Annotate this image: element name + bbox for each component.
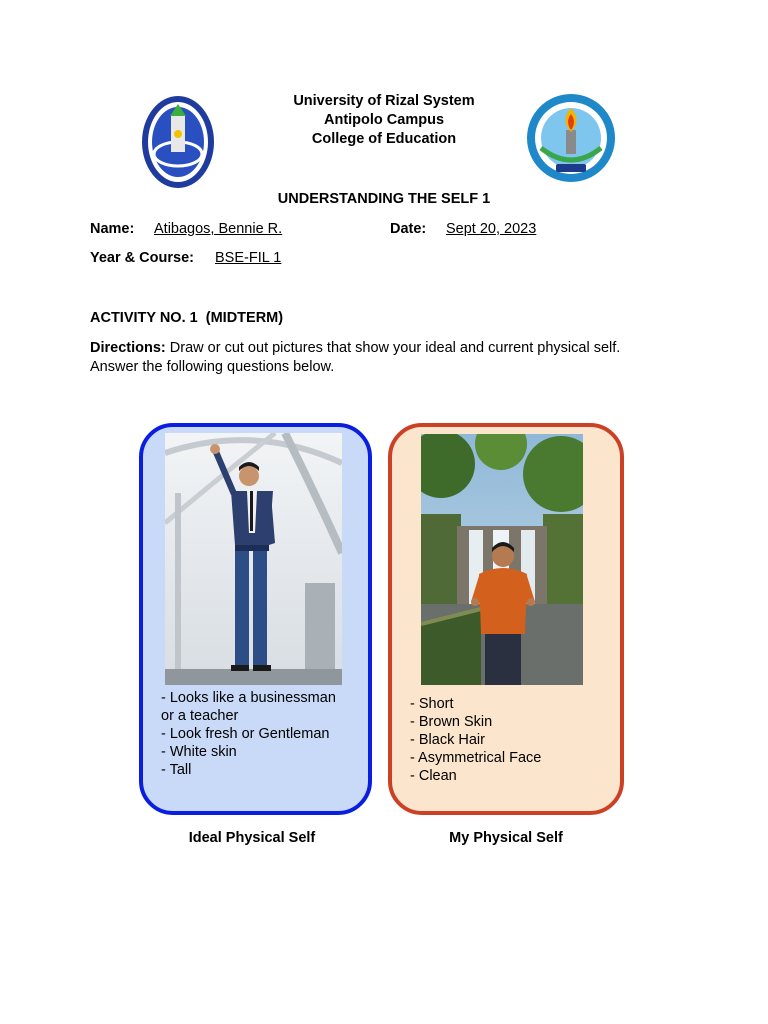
name-label: Name: [90,221,135,237]
list-item: - Asymmetrical Face [410,750,542,766]
name-value: Atibagos, Bennie R. [154,221,283,237]
list-item: - Short [410,696,454,712]
directions-text: Draw or cut out pictures that show your ideal and current physical self. [165,340,621,356]
businessman-photo [165,433,342,685]
list-item: - Brown Skin [410,714,493,730]
list-item: or a teacher [161,708,239,724]
list-item: - Look fresh or Gentleman [161,726,330,742]
university-seal-logo [140,94,216,190]
course-value: BSE-FIL 1 [215,250,282,266]
activity-heading: ACTIVITY NO. 1 (MIDTERM) [90,310,284,326]
directions [90,339,690,377]
ideal-caption: Ideal Physical Self [188,830,316,846]
date-label: Date: [390,221,427,237]
document-title: UNDERSTANDING THE SELF 1 [277,191,491,207]
my-traits-list [410,695,610,785]
waterfall-photo [421,434,583,685]
college-of-education-logo [526,92,616,184]
institution-header [234,92,534,149]
list-item: - White skin [161,744,237,760]
my-caption: My Physical Self [449,830,563,846]
directions-label: Directions: [90,340,166,356]
course-label: Year & Course: [90,250,194,266]
list-item: - Clean [410,768,457,784]
list-item: - Looks like a businessman [161,690,336,706]
university-name: University of Rizal System [293,93,475,109]
directions-text-2: Answer the following questions below. [90,359,335,375]
list-item: - Black Hair [410,732,485,748]
ideal-traits-list [161,689,361,779]
college-name: College of Education [311,131,457,147]
list-item: - Tall [161,762,192,778]
campus-name: Antipolo Campus [323,112,445,128]
date-value: Sept 20, 2023 [446,221,537,237]
